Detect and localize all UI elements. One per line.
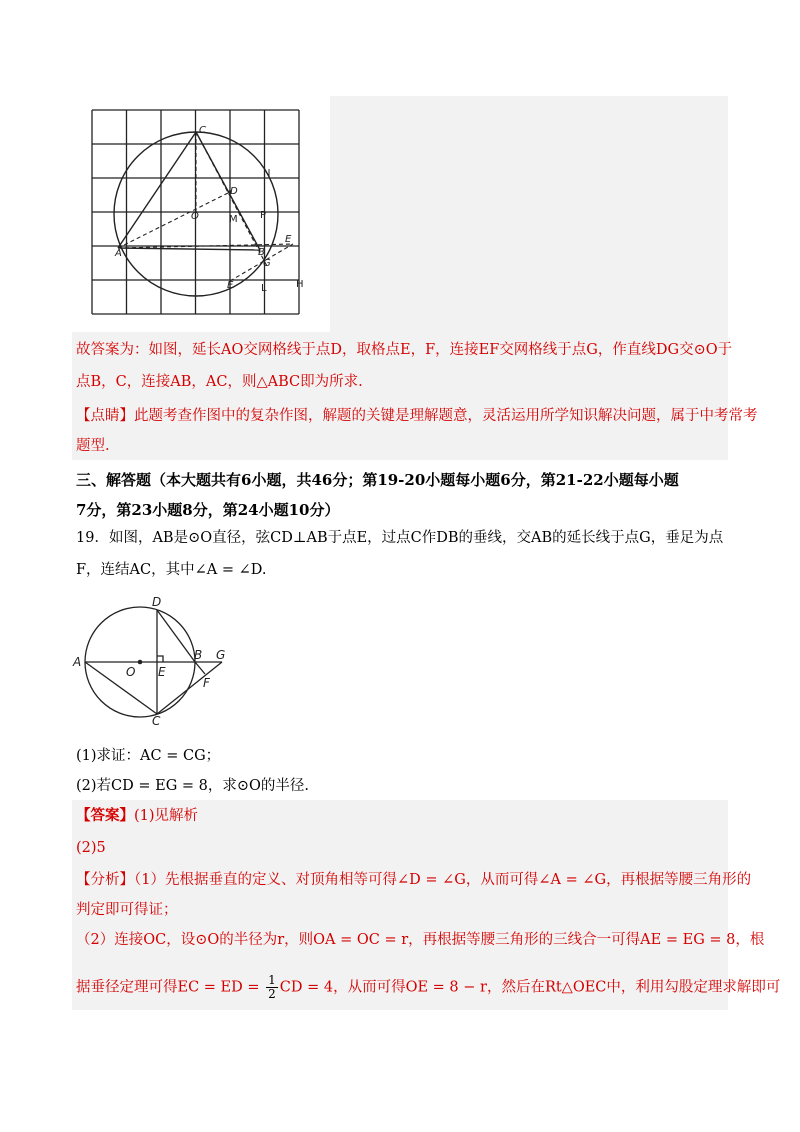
tip-line-1: 【点睛】此题考查作图中的复杂作图，解题的关键是理解题意，灵活运用所学知识解决问题，属于中考常考 (76, 408, 758, 424)
answer-line-1: 故答案为：如图，延长AO交网格线于点D，取格点E，F，连接EF交网格线于点G，作直线DG交⊙O于 (76, 342, 733, 358)
analysis-line-4-start: 据垂径定理可得EC = ED = (76, 979, 265, 996)
circle-label-d: D (152, 595, 162, 609)
grid-label-g: G (263, 258, 271, 269)
answer-part-1: (1)见解析 (134, 808, 199, 824)
grid-label-o: O (191, 211, 199, 222)
circle-label-a: A (73, 655, 82, 669)
circle-label-o: O (126, 665, 136, 679)
answer-tag: 【答案】 (76, 807, 134, 824)
section-heading-line-2: 7分，第23小题8分，第24小题10分） (76, 501, 340, 519)
grid-label-e1: E (285, 234, 292, 245)
grid-label-h: H (296, 279, 304, 290)
answer-part-2: (2)5 (76, 840, 106, 856)
section-heading-line-1: 三、解答题（本大题共有6小题，共46分；第19-20小题每小题6分，第21-22小题每小题 (76, 471, 679, 489)
problem-19-line-2: F，连结AC，其中∠A = ∠D. (76, 562, 267, 578)
question-1: (1)求证：AC = CG； (76, 748, 221, 764)
circle-label-g: G (216, 648, 226, 662)
fraction-denominator: 2 (268, 987, 276, 1001)
circle-label-c: C (152, 714, 161, 728)
grid-label-d: D (230, 186, 238, 197)
grid-circle-figure (78, 96, 330, 332)
grid-label-e2: E (227, 280, 234, 291)
circle-label-e: E (158, 665, 166, 679)
fraction-half (266, 974, 278, 1001)
question-2: (2)若CD = EG = 8，求⊙O的半径. (76, 778, 310, 794)
grid-label-p: P (260, 210, 267, 221)
fraction-numerator: 1 (268, 973, 276, 987)
analysis-line-1: 【分析】（1）先根据垂直的定义、对顶角相等可得∠D = ∠G，从而可得∠A = ∠G，再根据等腰三角形的 (76, 872, 752, 888)
circle-geometry-figure (72, 590, 242, 730)
answer-line-2: 点B，C，连接AB，AC，则△ABC即为所求. (76, 374, 363, 390)
problem-19-line-1: 19．如图，AB是⊙O直径，弦CD⊥AB于点E，过点C作DB的垂线，交AB的延长线于点G，垂足为点 (76, 530, 724, 546)
answer-label-line (76, 806, 198, 826)
grid-label-m: M (229, 214, 238, 225)
analysis-line-4 (76, 974, 780, 1001)
grid-label-n: N (263, 168, 271, 179)
analysis-line-2: 判定即可得证； (76, 902, 178, 918)
shaded-figure-region (330, 96, 728, 332)
tip-line-2: 题型. (76, 438, 110, 454)
analysis-line-3: （2）连接OC，设⊙O的半径为r，则OA = OC = r，再根据等腰三角形的三线合一可得AE = EG = 8，根 (76, 932, 765, 948)
grid-label-b: B (258, 247, 265, 258)
circle-label-f: F (203, 676, 210, 690)
circle-label-b: B (194, 648, 203, 662)
grid-label-a: A (115, 248, 122, 259)
analysis-line-4-end: CD = 4，从而可得OE = 8 − r，然后在Rt△OEC中，利用勾股定理求解即可 (279, 979, 781, 996)
grid-label-l: L (261, 283, 267, 294)
grid-label-c: C (199, 125, 206, 136)
